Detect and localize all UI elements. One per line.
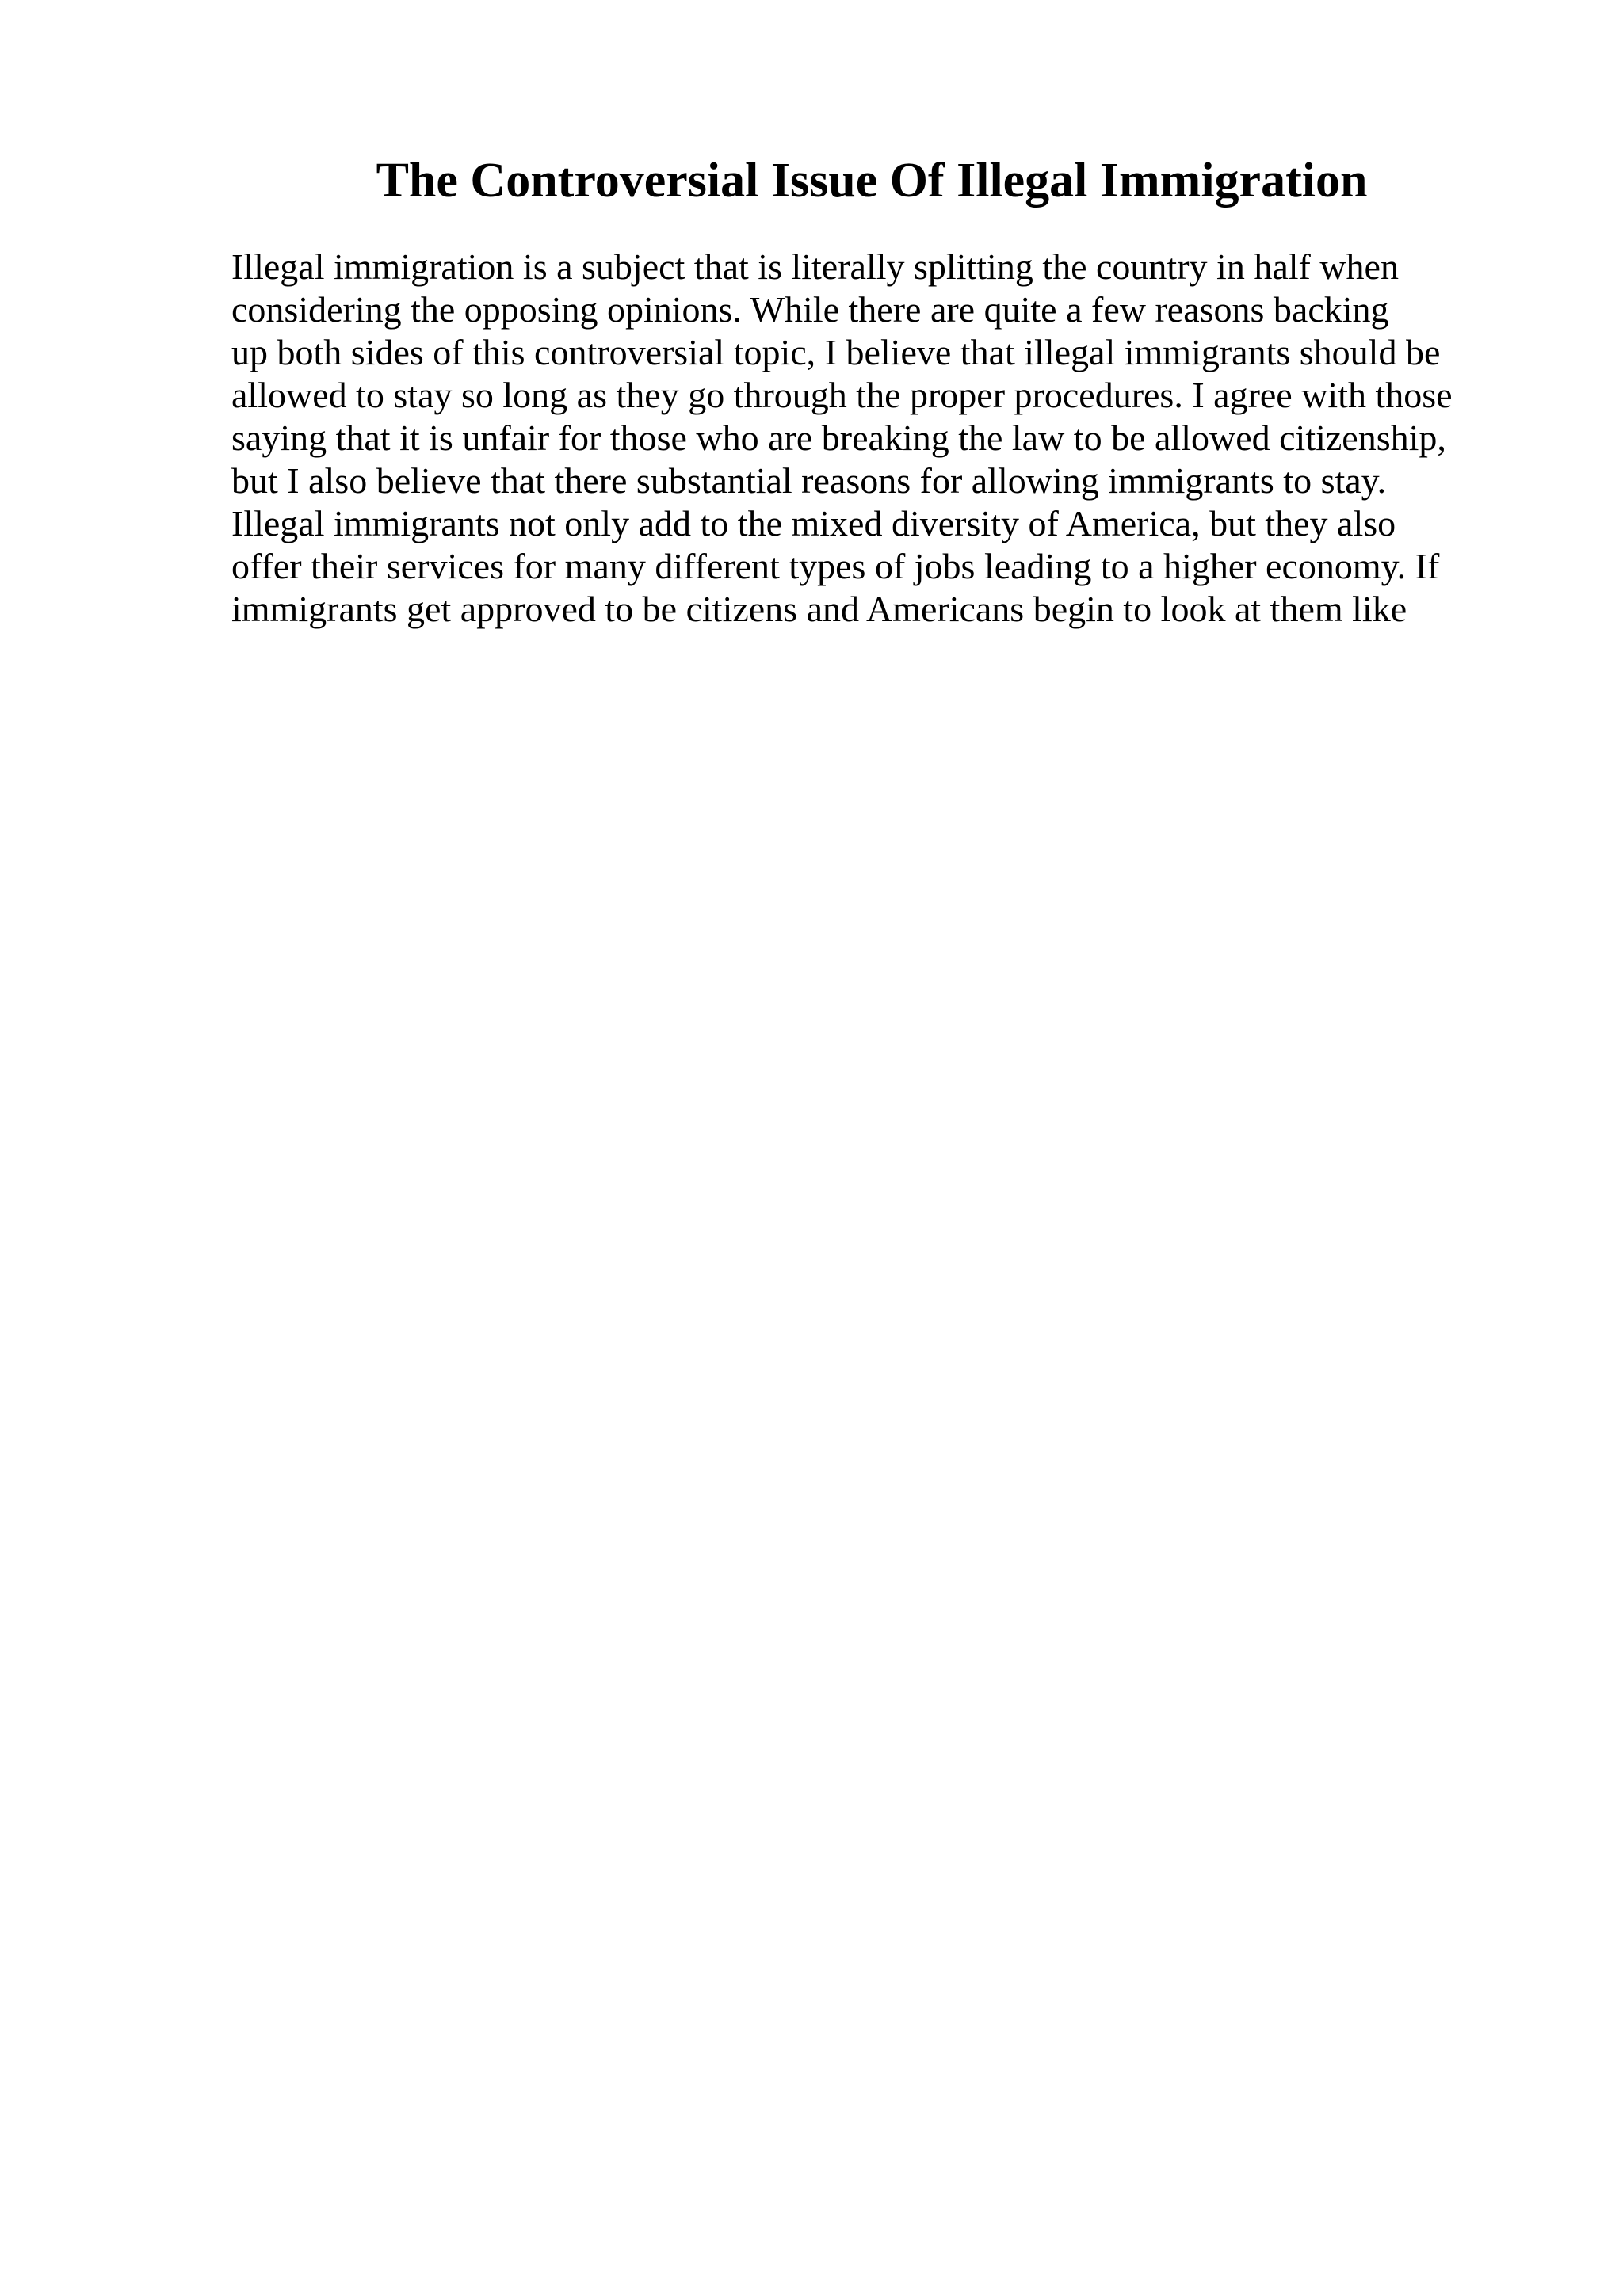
body-line: immigrants get approved to be citizens and Americans begin to look at them like: [231, 589, 1407, 629]
body-line: Illegal immigration is a subject that is literally splitting the country in half when: [231, 246, 1399, 287]
body-line: offer their services for many different types of jobs leading to a higher economy. If: [231, 546, 1440, 586]
body-line: up both sides of this controversial topic, I believe that illegal immigrants should be: [231, 332, 1441, 372]
body-line: saying that it is unfair for those who are breaking the law to be allowed citizenship,: [231, 418, 1446, 458]
body-line: Illegal immigrants not only add to the mixed diversity of America, but they also: [231, 503, 1396, 543]
body-line: allowed to stay so long as they go through the proper procedures. I agree with those: [231, 375, 1453, 415]
body-line: considering the opposing opinions. While there are quite a few reasons backing: [231, 289, 1389, 330]
body-line: but I also believe that there substantial reasons for allowing immigrants to stay.: [231, 460, 1387, 501]
document-body: [231, 246, 1453, 631]
document-title: The Controversial Issue Of Illegal Immigration: [376, 154, 1368, 208]
